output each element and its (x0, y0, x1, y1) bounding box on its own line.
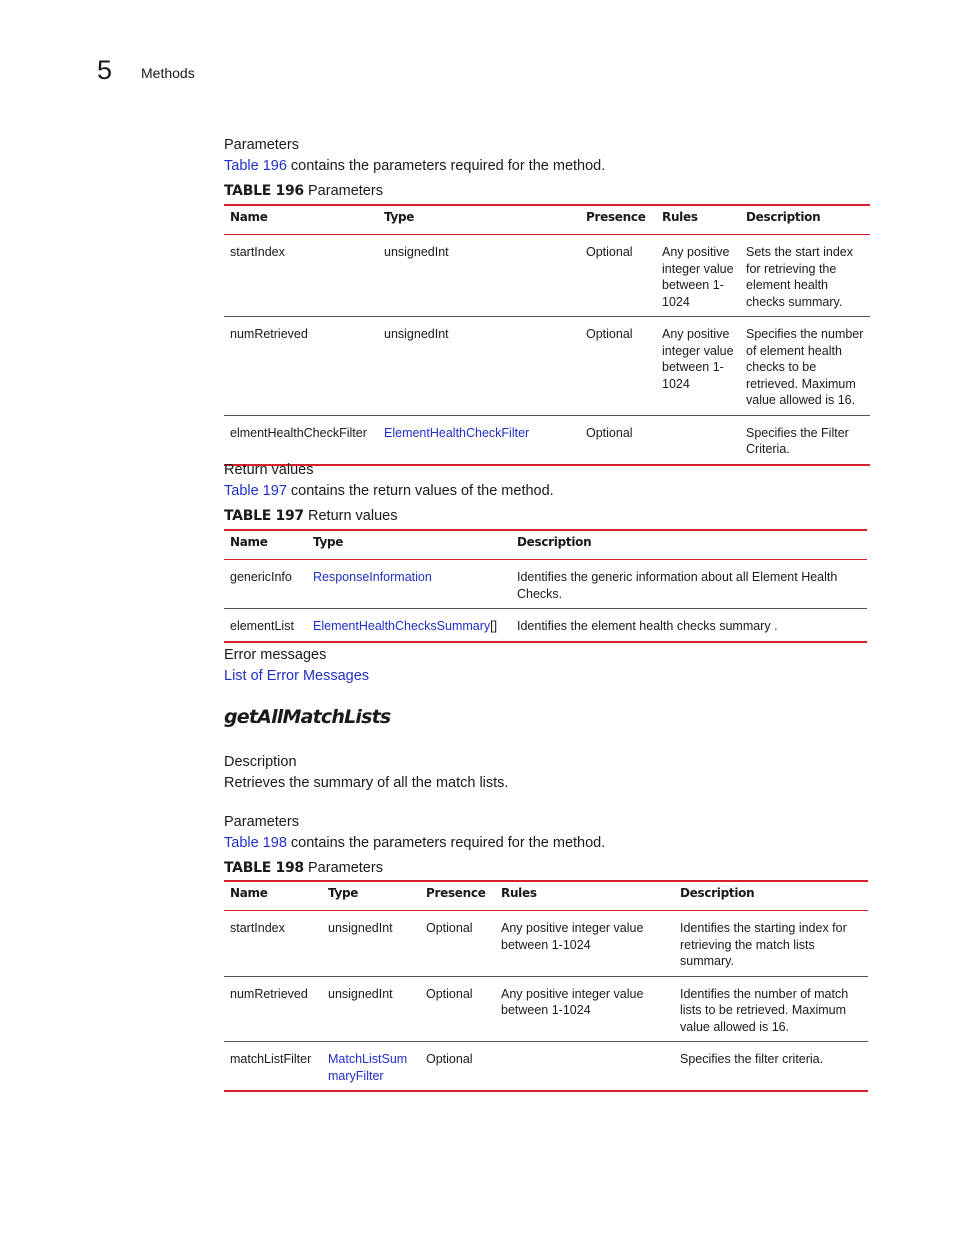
table-row (224, 911, 868, 977)
parameters-section-2 (224, 813, 605, 852)
cell-presence: Optional (420, 1042, 495, 1092)
cell-description: Identifies the number of match lists to be retrieved. Maximum value allowed is 16. (674, 976, 868, 1042)
cell-rules: Any positive integer value between 1-1024 (656, 317, 740, 416)
cell-description: Identifies the starting index for retrieving the match lists summary. (674, 911, 868, 977)
table-caption-text: Parameters (308, 860, 383, 876)
table-row (224, 415, 870, 465)
table-label: TABLE 198 (224, 860, 304, 876)
column-header: Rules (656, 205, 740, 235)
table-197-caption (224, 507, 397, 525)
column-header: Presence (580, 205, 656, 235)
cell-type (322, 1042, 420, 1092)
cell-name: startIndex (224, 911, 322, 977)
cell-presence: Optional (580, 415, 656, 465)
cell-type: ElementHealthChecksSummary[] (307, 609, 511, 642)
cell-rules: Any positive integer value between 1-1024 (656, 235, 740, 317)
column-header: Name (224, 881, 322, 911)
method-title: getAllMatchLists (224, 706, 391, 728)
column-header: Rules (495, 881, 674, 911)
return-values-intro: Table 197 contains the return values of the method. (224, 483, 554, 499)
table-196-link[interactable]: Table 196 (224, 158, 287, 174)
cell-name: matchListFilter (224, 1042, 322, 1092)
chapter-number: 5 (97, 55, 113, 85)
cell-type: unsignedInt (322, 911, 420, 977)
table-198-caption (224, 859, 383, 877)
parameters-section (224, 136, 605, 175)
table-196 (224, 204, 870, 466)
error-messages-link[interactable]: List of Error Messages (224, 668, 370, 684)
cell-description: Specifies the number of element health checks to be retrieved. Maximum value allowed is 16. (740, 317, 870, 416)
cell-type: unsignedInt (322, 976, 420, 1042)
cell-type: unsignedInt (378, 235, 580, 317)
cell-name: numRetrieved (224, 976, 322, 1042)
cell-type: unsignedInt (378, 317, 580, 416)
cell-name: elementList (224, 609, 307, 642)
cell-description: Sets the start index for retrieving the element health checks summary. (740, 235, 870, 317)
error-messages-heading: Error messages (224, 647, 327, 663)
parameters-heading: Parameters (224, 137, 299, 153)
table-label: TABLE 196 (224, 183, 304, 199)
table-row (224, 976, 868, 1042)
cell-presence: Optional (420, 911, 495, 977)
cell-type (307, 560, 511, 609)
type-link[interactable]: MatchListSummaryFilter (328, 1052, 408, 1083)
type-link[interactable]: ResponseInformation (313, 570, 432, 584)
cell-presence: Optional (420, 976, 495, 1042)
table-196-caption (224, 182, 383, 200)
cell-type (378, 415, 580, 465)
table-caption-text: Parameters (308, 183, 383, 199)
cell-rules (656, 415, 740, 465)
return-values-section (224, 461, 554, 500)
column-header: Name (224, 205, 378, 235)
table-label: TABLE 197 (224, 508, 304, 524)
column-header: Type (378, 205, 580, 235)
cell-description: Specifies the filter criteria. (674, 1042, 868, 1092)
table-row (224, 609, 867, 642)
table-198-link[interactable]: Table 198 (224, 835, 287, 851)
table-header-row (224, 881, 868, 911)
table-198 (224, 880, 868, 1092)
return-values-heading: Return values (224, 462, 314, 478)
cell-description: Identifies the element health checks summary . (511, 609, 867, 642)
cell-presence: Optional (580, 317, 656, 416)
description-heading: Description (224, 754, 297, 770)
column-header: Description (740, 205, 870, 235)
description-text: Retrieves the summary of all the match lists. (224, 775, 509, 791)
column-header: Description (674, 881, 868, 911)
cell-rules: Any positive integer value between 1-1024 (495, 911, 674, 977)
table-row (224, 1042, 868, 1092)
column-header: Type (307, 530, 511, 560)
type-link[interactable]: ElementHealthChecksSummary (313, 619, 491, 633)
column-header: Presence (420, 881, 495, 911)
table-caption-text: Return values (308, 508, 398, 524)
cell-rules: Any positive integer value between 1-1024 (495, 976, 674, 1042)
cell-name: startIndex (224, 235, 378, 317)
table-row (224, 560, 867, 609)
parameters-intro: Table 198 contains the parameters required for the method. (224, 835, 606, 851)
cell-name: numRetrieved (224, 317, 378, 416)
cell-presence: Optional (580, 235, 656, 317)
table-row (224, 317, 870, 416)
column-header: Type (322, 881, 420, 911)
table-197 (224, 529, 867, 643)
type-link[interactable]: ElementHealthCheckFilter (384, 425, 530, 440)
cell-name: genericInfo (224, 560, 307, 609)
cell-description: Identifies the generic information about all Element Health Checks. (511, 560, 867, 609)
table-row (224, 235, 870, 317)
column-header: Name (224, 530, 307, 560)
parameters-heading: Parameters (224, 814, 299, 830)
column-header: Description (511, 530, 867, 560)
table-197-link[interactable]: Table 197 (224, 483, 287, 499)
cell-description: Specifies the Filter Criteria. (740, 415, 870, 465)
description-section (224, 753, 508, 792)
cell-rules (495, 1042, 674, 1092)
table-header-row (224, 205, 870, 235)
chapter-title: Methods (141, 65, 195, 81)
table-header-row (224, 530, 867, 560)
cell-name: elmentHealthCheckFilter (224, 415, 378, 465)
parameters-intro: Table 196 contains the parameters required for the method. (224, 158, 606, 174)
error-messages-section (224, 646, 369, 685)
